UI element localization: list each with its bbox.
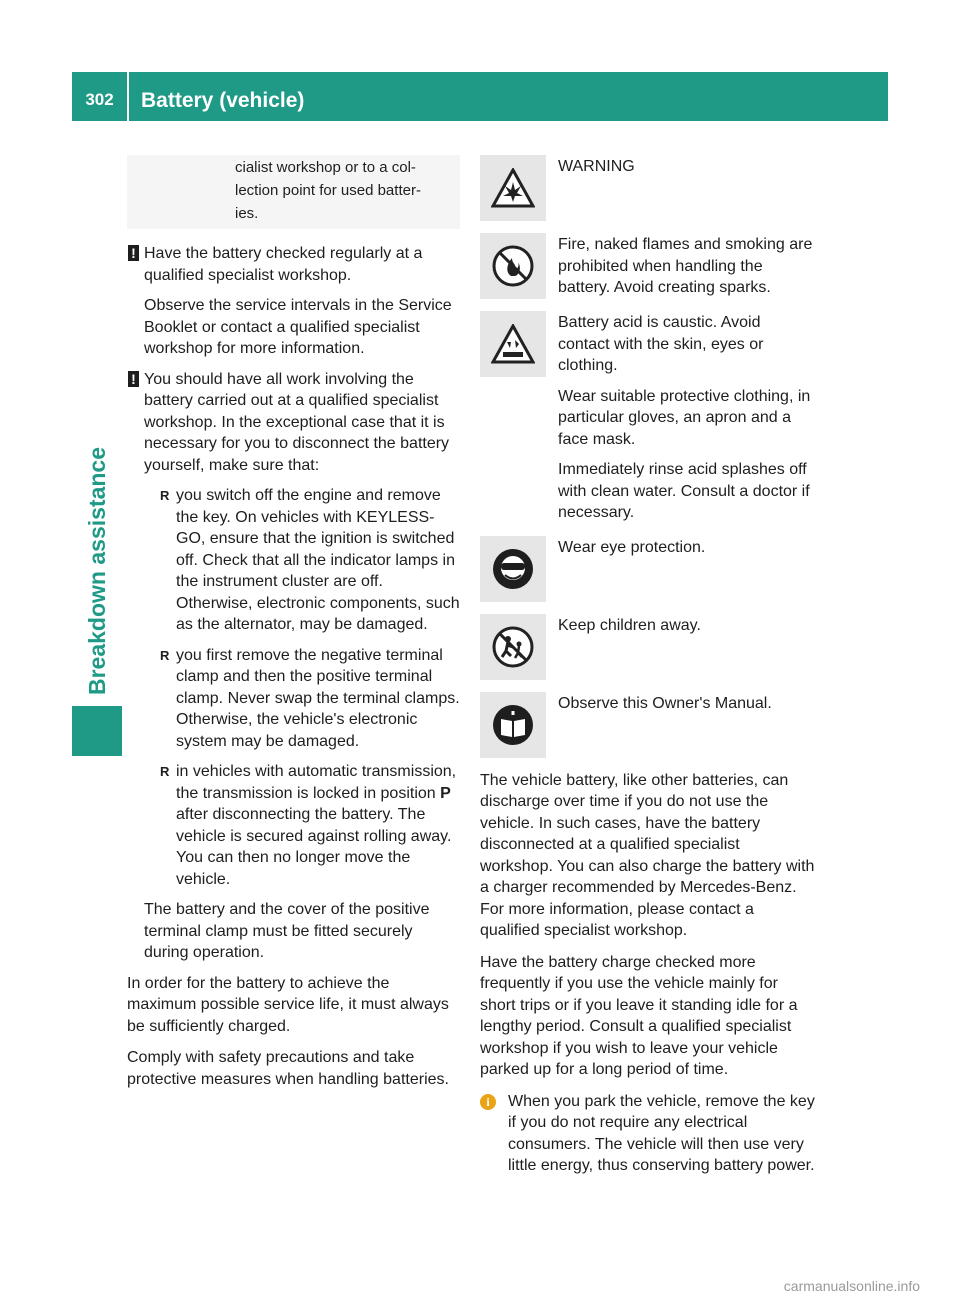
- owners-manual-icon: [480, 692, 546, 758]
- page-title: Battery (vehicle): [141, 89, 305, 112]
- page-number: 302: [85, 90, 114, 109]
- list-item-text: you first remove the negative terminal clamp and then the positive terminal clamp. Never swap the terminal clamps. Otherwise, the vehicle's electronic system may be damaged.: [176, 646, 460, 750]
- section-tab-label: Breakdown assistance: [84, 446, 110, 695]
- explosion-warning-icon: [480, 155, 546, 221]
- exclamation-icon: !: [128, 371, 139, 387]
- note-text: You should have all work involving the battery carried out at a qualified specialist workshop. In the exceptional case that it is necessary for you to disconnect the battery yourself, make sure that:: [144, 370, 450, 474]
- bullet-icon: R: [160, 488, 170, 503]
- bullet-list: [144, 485, 460, 890]
- info-note: [480, 1091, 816, 1177]
- note-text: Have the battery checked regularly at a qualified specialist workshop.: [144, 245, 423, 284]
- corrosive-warning-icon: [480, 311, 546, 377]
- safety-symbol-row: [480, 311, 816, 524]
- list-item-text: in vehicles with automatic transmission, the transmission is locked in position: [176, 763, 457, 802]
- watermark: carmanualsonline.info: [783, 1278, 920, 1294]
- body-paragraph: Comply with safety precautions and take protective measures when handling batteries.: [127, 1049, 449, 1088]
- symbol-text: Keep children away.: [558, 616, 701, 634]
- safety-symbol-row: [480, 233, 816, 299]
- continuation-line: cialist workshop or to a col-: [235, 159, 416, 176]
- header-divider: [127, 72, 129, 121]
- no-open-flame-icon: [480, 233, 546, 299]
- body-paragraph: In order for the battery to achieve the maximum possible service life, it must always be sufficiently charged.: [127, 974, 449, 1035]
- list-item: [160, 645, 460, 753]
- gear-position: P: [440, 784, 451, 802]
- note-text: Observe the service intervals in the Service Booklet or contact a qualified specialist workshop for more information.: [144, 297, 452, 357]
- keep-children-away-icon: [480, 614, 546, 680]
- list-item-text: you switch off the engine and remove the key. On vehicles with KEYLESS-GO, ensure that the ignition is switched off. Check that all the indicator lamps in the instrument cluster are off. Otherwise, electronic components, such as the alternator, may be damaged.: [176, 487, 460, 633]
- safety-symbol-row: [480, 614, 816, 680]
- body-paragraph: Have the battery charge checked more frequently if you use the vehicle mainly for short trips or if you leave it standing idle for a lengthy period. Consult a qualified specialist workshop if you wish to leave your vehicle parked up for a long period of time.: [480, 953, 798, 1078]
- symbol-text: Immediately rinse acid splashes off with clean water. Consult a doctor if necessary.: [558, 461, 810, 521]
- info-text: When you park the vehicle, remove the key if you do not require any electrical consumers. The vehicle will then use very little energy, thus conserving battery power.: [508, 1092, 815, 1174]
- symbol-text: Wear eye protection.: [558, 538, 706, 556]
- section-tab-marker: [72, 706, 122, 756]
- safety-symbol-row: [480, 692, 816, 758]
- right-column: [480, 155, 816, 1177]
- continued-table-cell: [127, 155, 460, 229]
- caution-note: [127, 243, 460, 360]
- info-icon: i: [480, 1094, 496, 1110]
- safety-symbol-row: [480, 536, 816, 602]
- symbol-text: Fire, naked flames and smoking are prohibited when handling the battery. Avoid creating sparks.: [558, 236, 813, 296]
- bullet-icon: R: [160, 647, 170, 663]
- list-item: [160, 761, 460, 890]
- note-text: The battery and the cover of the positive terminal clamp must be fitted securely during operation.: [144, 901, 430, 961]
- exclamation-icon: !: [128, 245, 139, 261]
- page-header: [72, 72, 888, 121]
- safety-symbol-row: [480, 155, 816, 221]
- symbol-text: WARNING: [558, 158, 635, 175]
- eye-protection-icon: [480, 536, 546, 602]
- continuation-line: ies.: [235, 205, 259, 222]
- symbol-text: Wear suitable protective clothing, in particular gloves, an apron and a face mask.: [558, 387, 811, 448]
- list-item-text: after disconnecting the battery. The vehicle is secured against rolling away. You can then no longer move the vehicle.: [176, 806, 452, 888]
- bullet-icon: R: [160, 764, 170, 779]
- list-item: [160, 485, 460, 636]
- continuation-line: lection point for used batter-: [235, 182, 421, 199]
- body-paragraph: The vehicle battery, like other batteries, can discharge over time if you do not use the vehicle. In such cases, have the battery disconnected at a qualified specialist workshop. You can also charge the battery with a charger recommended by Mercedes-Benz. For more information, please contact a qualified specialist workshop.: [480, 771, 815, 939]
- left-column: [127, 155, 460, 1100]
- symbol-text: Observe this Owner's Manual.: [558, 694, 772, 712]
- caution-note: [127, 369, 460, 964]
- symbol-text: Battery acid is caustic. Avoid contact with the skin, eyes or clothing.: [558, 314, 764, 374]
